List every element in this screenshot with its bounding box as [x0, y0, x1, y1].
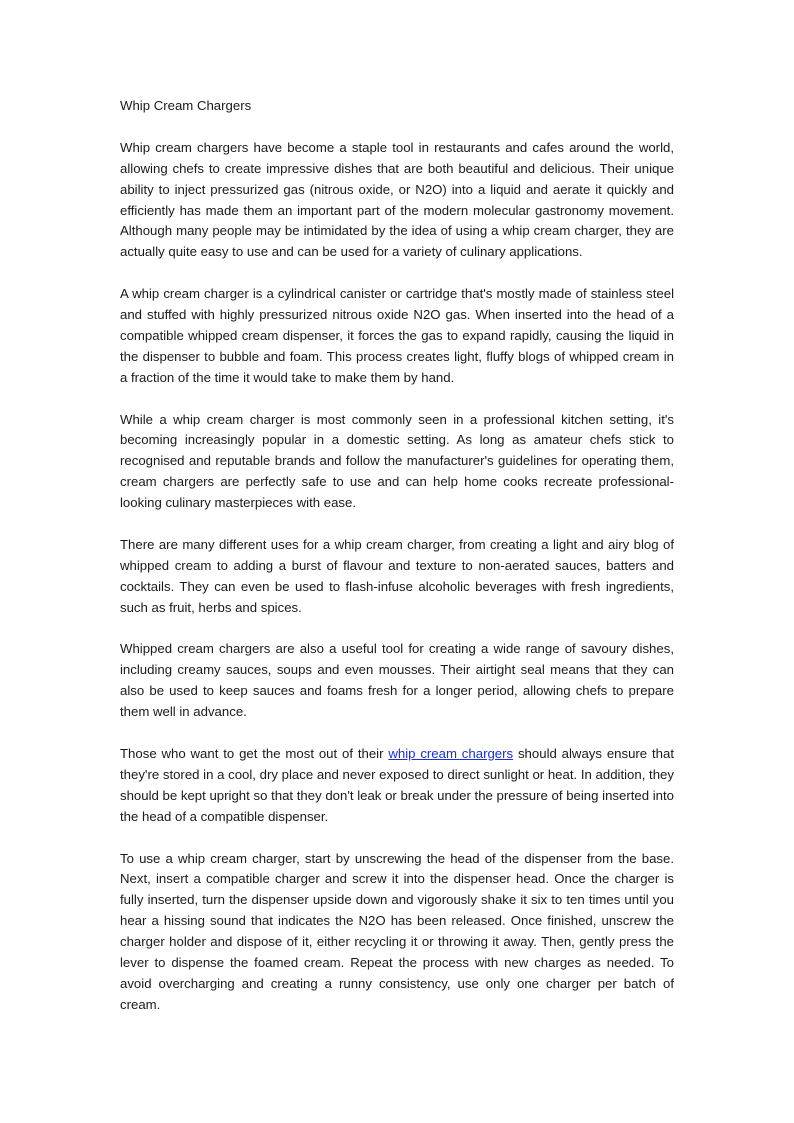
paragraph-intro: Whip cream chargers have become a staple tool in restaurants and cafes around the world, allowing chefs to create impressive dishes that are both beautiful and delicious. Their unique ability to inject pressurized gas (nitrous oxide, or N2O) into a liquid and aerate it quickly and efficiently has made them an important part of the modern molecular gastronomy movement. Although many people may be intimidated by the idea of using a whip cream charger, they are actually quite easy to use and can be used for a variety of culinary applications. [120, 139, 674, 260]
paragraph-savoury: Whipped cream chargers are also a useful tool for creating a wide range of savoury dishes, including creamy sauces, soups and even mousses. Their airtight seal means that they can also be used to keep sauces and foams fresh for a longer period, allowing chefs to prepare them well in advance. [120, 641, 674, 720]
paragraph-storage [120, 744, 674, 828]
paragraph-instructions: To use a whip cream charger, start by unscrewing the head of the dispenser from the base. Next, insert a compatible charger and screw it into the dispenser head. Once the charger is fully inserted, turn the dispenser upside down and vigorously shake it six to ten times until you hear a hissing sound that indicates the N2O has been released. Once finished, unscrew the charger holder and dispose of it, either recycling it or throwing it away. Then, gently press the lever to dispense the foamed cream. Repeat the process with new charges as needed. To avoid overcharging and creating a runny consistency, use only one charger per batch of cream. [120, 850, 674, 1012]
storage-text-before: Those who want to get the most out of their [120, 746, 389, 761]
document-page [120, 96, 674, 1037]
paragraph-uses: There are many different uses for a whip cream charger, from creating a light and airy blog of whipped cream to adding a burst of flavour and texture to non-aerated sauces, batters and cocktails. They can even be used to flash-infuse alcoholic beverages with fresh ingredients, such as fruit, herbs and spices. [120, 536, 674, 615]
paragraph-definition: A whip cream charger is a cylindrical canister or cartridge that's mostly made of stainless steel and stuffed with highly pressurized nitrous oxide N2O gas. When inserted into the head of a compatible whipped cream dispenser, it forces the gas to expand rapidly, causing the liquid in the dispenser to bubble and foam. This process creates light, fluffy blogs of whipped cream in a fraction of the time it would take to make them by hand. [120, 286, 674, 385]
paragraph-domestic-use: While a whip cream charger is most commonly seen in a professional kitchen setting, it's becoming increasingly popular in a domestic setting. As long as amateur chefs stick to recognised and reputable brands and follow the manufacturer's guidelines for operating them, cream chargers are perfectly safe to use and can help home cooks recreate professional-looking culinary masterpieces with ease. [120, 411, 674, 511]
storage-text-after: should always ensure that they're stored in a cool, dry place and never exposed to direct sunlight or heat. In addition, they should be kept upright so that they don't leak or break under the pressure of being inserted into the head of a compatible dispenser. [120, 746, 674, 824]
whip-cream-chargers-link[interactable]: whip cream chargers [388, 746, 514, 761]
document-title: Whip Cream Chargers [120, 98, 252, 113]
